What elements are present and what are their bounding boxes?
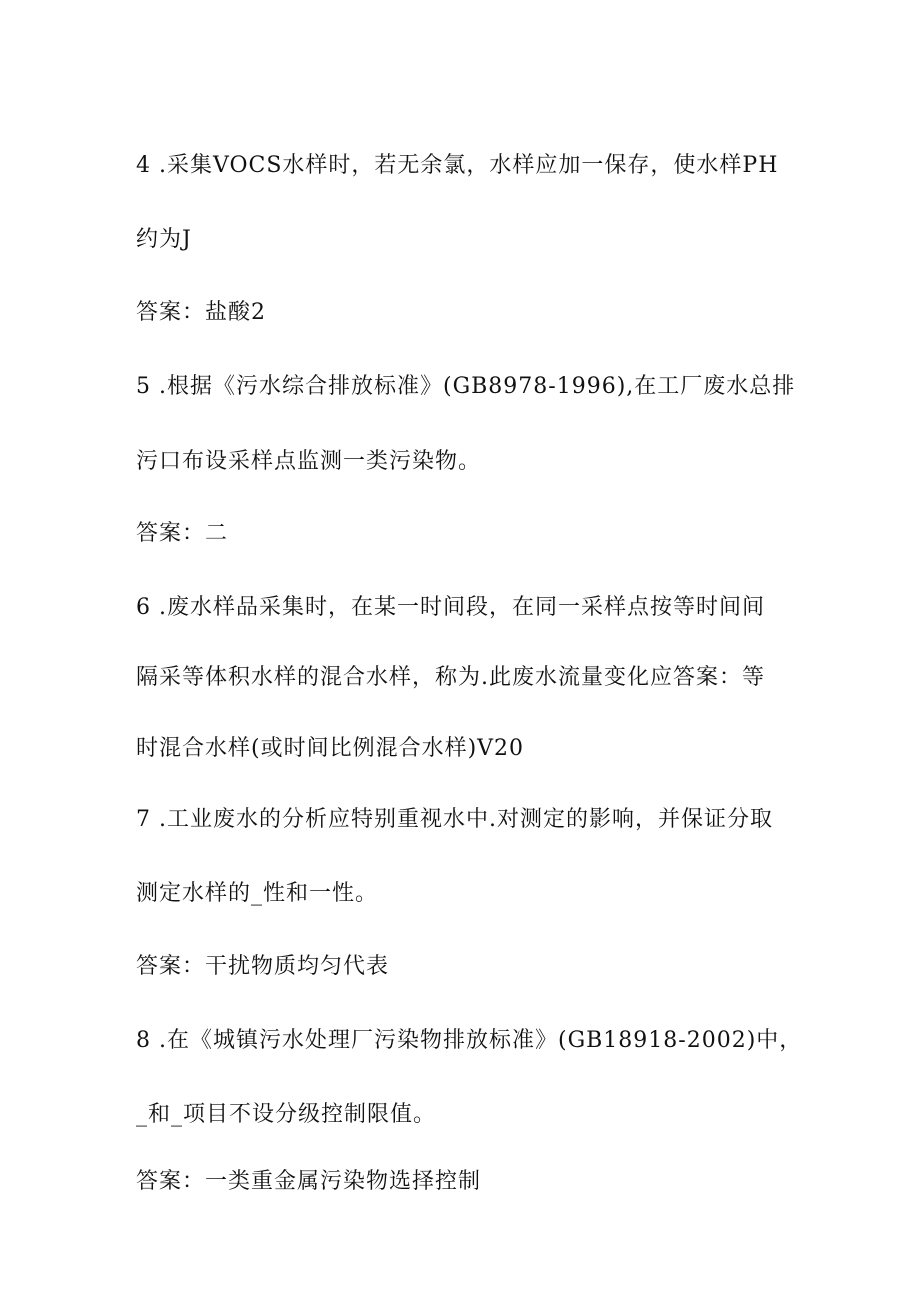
answer-7: 答案：干扰物质均匀代表	[136, 954, 390, 979]
answer-4: 答案：盐酸2	[136, 300, 266, 325]
question-8-line-2: _和_项目不设分级控制限值。	[136, 1102, 437, 1127]
question-5-line-2: 污口布设采样点监测一类污染物。	[136, 449, 482, 474]
question-6-line-2: 隔采等体积水样的混合水样，称为.此废水流量变化应答案：等	[136, 665, 765, 690]
question-6-line-1: 6 .废水样品采集时，在某一时间段，在同一采样点按等时间间	[136, 595, 765, 620]
question-6-line-3: 时混合水样(或时间比例混合水样)V20	[136, 736, 525, 761]
question-4-line-2: 约为J	[136, 227, 192, 252]
answer-8: 答案：一类重金属污染物选择控制	[136, 1169, 482, 1194]
question-4-line-1: 4 .采集VOCS水样时，若无余氯，水样应加一保存，使水样PH	[136, 153, 779, 178]
question-7-line-1: 7 .工业废水的分析应特别重视水中.对测定的影响，并保证分取	[136, 807, 773, 832]
question-7-line-2: 测定水样的_性和一性。	[136, 881, 379, 906]
question-5-line-1: 5 .根据《污水综合排放标准》(GB8978-1996),在工厂废水总排	[136, 374, 796, 399]
answer-5: 答案：二	[136, 521, 229, 546]
question-8-line-1: 8 .在《城镇污水处理厂污染物排放标准》(GB18918-2002)中，	[136, 1028, 803, 1053]
